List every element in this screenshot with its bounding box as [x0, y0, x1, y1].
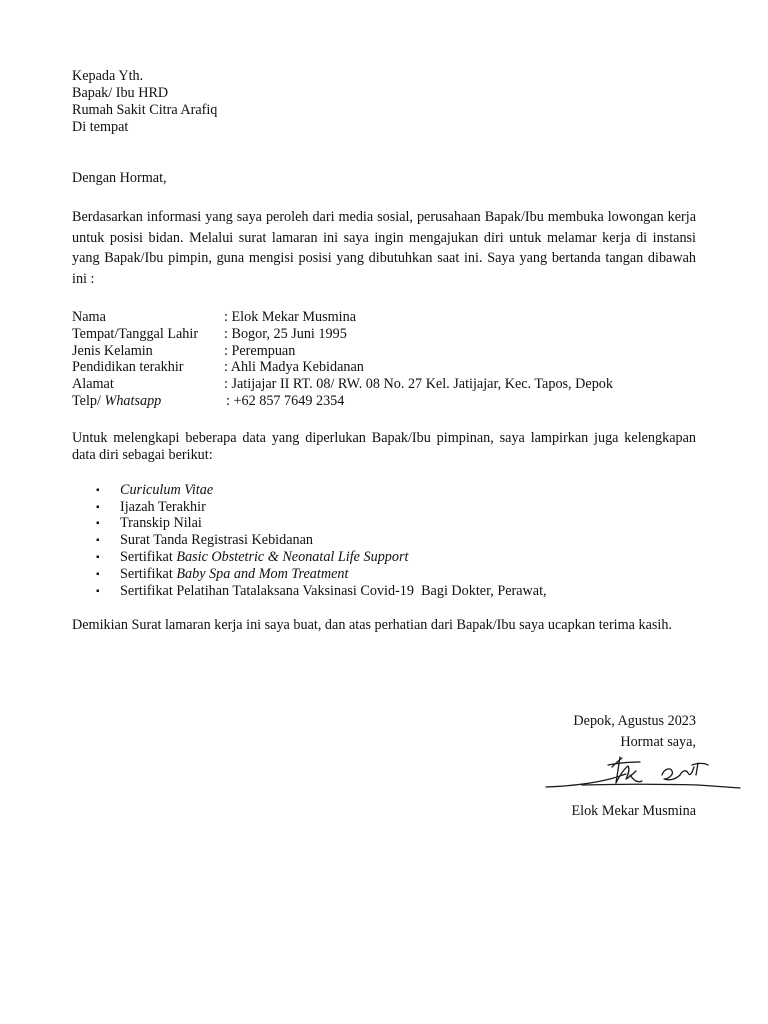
salutation: Dengan Hormat,: [72, 170, 167, 186]
list-item: [72, 515, 696, 532]
detail-value: : Bogor, 25 Juni 1995: [224, 325, 347, 342]
place-date: Depok, Agustus 2023: [573, 713, 696, 730]
bullet-icon: ▪: [96, 585, 100, 597]
recipient-line-3: Rumah Sakit Citra Arafiq: [72, 102, 218, 118]
regards: Hormat saya,: [620, 734, 696, 751]
recipient-line-2: Bapak/ Ibu HRD: [72, 85, 169, 101]
recipient-line-1: Kepada Yth.: [72, 68, 144, 84]
detail-label: Tempat/Tanggal Lahir: [72, 325, 199, 342]
intro-paragraph: Berdasarkan informasi yang saya peroleh dari media sosial, perusahaan Bapak/Ibu membuka lowongan kerja untuk posisi bidan. Melalui surat lamaran ini saya ingin mengajukan diri untuk melamar kerja di instansi yang Bapak/Ibu pimpin, guna mengisi posisi yang dibutuhkan saat ini. Saya yang bertanda tangan dibawah ini :: [72, 209, 696, 287]
bullet-icon: ▪: [96, 551, 100, 563]
attachments-intro: Untuk melengkapi beberapa data yang diperlukan Bapak/Ibu pimpinan, saya lampirkan juga kelengkapan data diri sebagai berikut:: [72, 429, 696, 464]
bullet-icon: ▪: [96, 518, 100, 530]
detail-value: : +62 857 7649 2354: [226, 392, 345, 409]
list-item: [72, 532, 696, 549]
item-text: Transkip Nilai: [120, 515, 202, 532]
item-text: Sertifikat: [120, 565, 177, 582]
detail-label: Pendidikan terakhir: [72, 359, 184, 376]
detail-row: [72, 393, 696, 410]
item-text: Sertifikat: [120, 548, 177, 565]
list-item: [72, 583, 696, 600]
detail-row: [72, 376, 696, 393]
signer-name: Elok Mekar Musmina: [571, 803, 696, 820]
closing-paragraph: Demikian Surat lamaran kerja ini saya buat, dan atas perhatian dari Bapak/Ibu saya ucapkan terima kasih.: [72, 617, 672, 634]
detail-label: Nama: [72, 309, 106, 325]
signature-icon: [542, 753, 742, 795]
detail-label-italic: Whatsapp: [104, 392, 162, 409]
bullet-icon: ▪: [96, 484, 100, 496]
list-item: [72, 482, 696, 499]
letter-page: [72, 68, 696, 820]
detail-row: [72, 309, 696, 326]
detail-value: : Perempuan: [224, 342, 296, 359]
list-item: [72, 566, 696, 583]
list-item: [72, 499, 696, 516]
detail-row: [72, 326, 696, 343]
item-text: Sertifikat Pelatihan Tatalaksana Vaksinasi Covid-19 Bagi Dokter, Perawat,: [120, 582, 547, 599]
personal-details: [72, 309, 696, 410]
detail-row: [72, 359, 696, 376]
detail-label-prefix: Telp/: [72, 392, 105, 409]
recipient-block: [72, 68, 696, 136]
list-item: [72, 549, 696, 566]
item-italic: Basic Obstetric & Neonatal Life Support: [176, 548, 409, 565]
detail-label: [72, 393, 224, 410]
bullet-icon: ▪: [96, 501, 100, 513]
bullet-icon: ▪: [96, 535, 100, 547]
attachments-list: [72, 482, 696, 600]
item-italic: Baby Spa and Mom Treatment: [176, 565, 349, 582]
item-text: Ijazah Terakhir: [120, 498, 206, 515]
detail-value: : Jatijajar II RT. 08/ RW. 08 No. 27 Kel. Jatijajar, Kec. Tapos, Depok: [224, 376, 613, 393]
bullet-icon: ▪: [96, 568, 100, 580]
item-italic: Curiculum Vitae: [120, 481, 214, 498]
detail-row: [72, 343, 696, 360]
recipient-line-4: Di tempat: [72, 119, 129, 135]
detail-value: : Ahli Madya Kebidanan: [224, 359, 364, 376]
signature-area: [72, 751, 696, 797]
detail-label: Alamat: [72, 376, 114, 393]
item-text: Surat Tanda Registrasi Kebidanan: [120, 532, 313, 549]
detail-value: : Elok Mekar Musmina: [224, 309, 357, 325]
detail-label: Jenis Kelamin: [72, 342, 153, 359]
